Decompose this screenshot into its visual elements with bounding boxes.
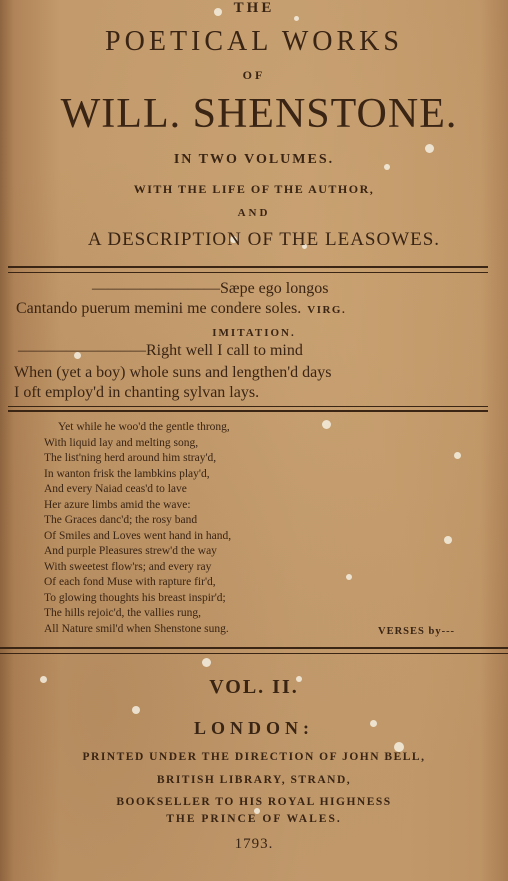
volume-number: VOL. II. [209, 676, 299, 698]
imprint-line1: PRINTED UNDER THE DIRECTION OF JOHN BELL, [82, 751, 426, 763]
paper-spot [202, 658, 211, 667]
verse-line: And every Naiad ceas'd to lave [44, 483, 187, 495]
motto-latin-text: Cantando puerum memini me condere soles. [16, 300, 302, 317]
title-life: WITH THE LIFE OF THE AUTHOR, [133, 182, 375, 196]
verse-line: To glowing thoughts his breast inspir'd; [44, 591, 226, 604]
paper-spot [454, 452, 461, 459]
motto-latin-line2 [16, 300, 346, 318]
motto-latin-line1: ————————Sæpe ego longos [92, 280, 329, 297]
verse-line: The Graces danc'd; the rosy band [44, 514, 198, 526]
paper-spot [444, 536, 452, 544]
title-and: AND [237, 207, 271, 219]
paper-spot [346, 574, 352, 580]
verse-line: With sweetest flow'rs; and every ray [44, 560, 212, 573]
title-volumes: IN TWO VOLUMES. [173, 152, 335, 167]
verse-attribution: VERSES by--- [378, 626, 456, 637]
double-rule-top [8, 272, 488, 273]
title-poetical-works: POETICAL WORKS [105, 26, 403, 57]
imprint-year: 1793. [234, 836, 274, 852]
motto-english-line2: When (yet a boy) whole suns and lengthen'd days [14, 364, 332, 381]
double-rule-middle [8, 406, 488, 407]
double-rule-bottom [0, 653, 508, 654]
title-author: WILL. SHENSTONE. [60, 91, 458, 137]
verse-line: With liquid lay and melting song, [44, 436, 199, 449]
verse-line: The list'ning herd around him stray'd, [44, 452, 217, 464]
motto-source: VIRG. [307, 304, 347, 316]
imprint-city: LONDON: [194, 718, 314, 738]
verse-line: Of Smiles and Loves went hand in hand, [44, 529, 232, 542]
paper-spot [132, 706, 140, 714]
motto-english-line3: I oft employ'd in chanting sylvan lays. [14, 384, 260, 401]
title-the: THE [233, 0, 275, 16]
imprint-line2: BRITISH LIBRARY, STRAND, [156, 774, 352, 786]
imitation-heading: IMITATION. [212, 327, 296, 339]
verse-line: Yet while he woo'd the gentle throng, [58, 421, 230, 433]
verse-line: And purple Pleasures strew'd the way [44, 545, 217, 557]
verse-line: Of each fond Muse with rapture fir'd, [44, 576, 216, 588]
double-rule-middle [8, 410, 488, 412]
double-rule-top [8, 266, 488, 268]
title-description: A DESCRIPTION OF THE LEASOWES. [87, 229, 441, 250]
verse-line: All Nature smil'd when Shenstone sung. [44, 622, 229, 635]
title-of: OF [242, 68, 266, 82]
verse-block [44, 420, 231, 637]
imprint-line4: THE PRINCE OF WALES. [166, 813, 342, 825]
paper-spot [322, 420, 331, 429]
motto-english-line1: ————————Right well I call to mind [18, 342, 303, 359]
verse-line: The hills rejoic'd, the vallies rung, [44, 607, 201, 619]
imprint-line3: BOOKSELLER TO HIS ROYAL HIGHNESS [116, 796, 392, 808]
double-rule-bottom [0, 647, 508, 649]
verse-line: Her azure limbs amid the wave: [44, 498, 191, 511]
verse-line: In wanton frisk the lambkins play'd, [44, 467, 210, 480]
